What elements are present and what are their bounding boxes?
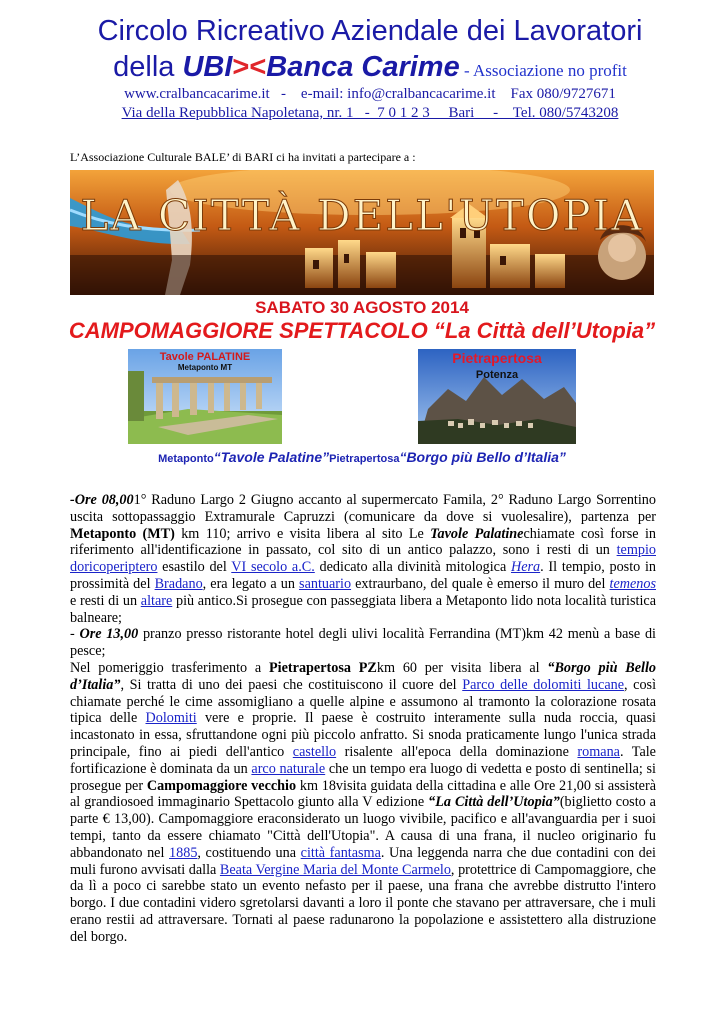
header-title-line1: Circolo Ricreativo Aziendale dei Lavoratori	[97, 15, 643, 47]
wiki-link[interactable]: Bradano	[154, 575, 203, 592]
banner-logo-text: LA CITTÀ DELL'UTOPIA	[80, 191, 644, 240]
banca-carime-wordmark: Banca Carime	[266, 51, 460, 83]
photo1-title: Tavole PALATINE	[159, 351, 251, 363]
photo-pietrapertosa	[418, 349, 576, 444]
text-run: . Una leggenda narra che due contadini con dei muli furono avvisati dalla	[70, 844, 656, 878]
wiki-link[interactable]: VI secolo a.C.	[231, 559, 315, 576]
text-run: Tavole Palatine	[430, 525, 524, 542]
text-run: vere e proprie. Il paese è costruito interamente sulla nuda roccia, quasi incastonato in essa, sfruttandone ogni più piccolo anfratto. Si snoda praticamente lungo l'unica strada principale, fino ai piedi dell'antico	[70, 710, 656, 760]
text-run: km 18visita guidata della cittadina e alle Ore 21,00 si assisterà al grandiosoed immaginario Spettacolo giunto alla V edizione	[70, 777, 656, 811]
separator-glyph: ><	[232, 51, 267, 83]
intro-text: L’Associazione Culturale BALE’ di BARI ci ha invitati a partecipare a :	[70, 150, 416, 164]
wiki-link[interactable]: castello	[292, 743, 337, 760]
wiki-link[interactable]: arco naturale	[251, 760, 326, 777]
text-run: e resti di un	[70, 592, 141, 609]
text-run: risalente all'epoca della dominazione	[336, 743, 578, 760]
text-run: Ore 13,00	[79, 626, 139, 643]
text-run: , Si tratta di uno dei paesi che costituiscono il cuore del	[120, 676, 463, 693]
text-run: . Il tempio, posto in prossimità del	[70, 559, 656, 592]
text-run: , così chiamate perché le cime assomigliano a quelle alpine e assumono al tramonto la colorazione rosata tipica delle	[70, 676, 657, 727]
text-run: chiamate così forse in riferimento all'identificazione in passato, col sito di un antico palazzo, sono i resti di un	[70, 525, 656, 559]
text-run: extraurbano, del quale è emerso il muro del	[351, 575, 610, 592]
photo-captions	[0, 449, 724, 467]
text-run: . Tale fortificazione è dominata da un	[70, 743, 656, 777]
text-run: km 110; arrivo e visita libera al sito Le	[174, 525, 431, 542]
initial-c: C	[97, 15, 119, 47]
text-run: , costituendo una	[197, 844, 301, 861]
photo1-subtitle: Metaponto MT	[177, 363, 233, 372]
wiki-link[interactable]: Hera	[510, 559, 541, 576]
wiki-link[interactable]: Beata Vergine Maria del Monte Carmelo	[219, 861, 451, 878]
wiki-link[interactable]: tempio doricoperiptero	[70, 542, 656, 576]
text-run: “La Città dell’Utopia”	[428, 794, 560, 811]
wiki-link[interactable]: città fantasma	[300, 844, 381, 861]
text-run: -Ore 08,00	[70, 492, 134, 508]
caption-name1: “Tavole Palatine”	[213, 449, 330, 465]
event-banner	[70, 170, 654, 295]
banner-image	[70, 170, 654, 295]
text-run: -	[70, 626, 80, 643]
text-run: km 60 per visita libera al	[376, 659, 548, 676]
itinerary-paragraph-lunch	[70, 626, 656, 660]
wiki-link[interactable]: santuario	[299, 575, 352, 592]
text-run: Pietrapertosa PZ	[269, 659, 377, 676]
ubi-wordmark: UBI	[182, 51, 233, 83]
photo-tavole-palatine	[128, 349, 282, 444]
event-date: SABATO 30 AGOSTO 2014	[255, 298, 469, 317]
text-run: pranzo presso ristorante hotel degli ulivi località Ferrandina (MT)km 42 menù a base di pesce;	[70, 626, 656, 660]
initial-l: L	[513, 15, 530, 47]
header-contacts: www.cralbancacarime.it - e-mail: info@cralbancacarime.it Fax 080/9727671	[124, 86, 616, 102]
itinerary-text	[70, 492, 656, 946]
text-run: Nel pomeriggio trasferimento a	[70, 659, 270, 676]
wiki-link[interactable]: Parco delle dolomiti lucane	[462, 676, 625, 693]
itinerary-paragraph-morning	[70, 492, 656, 626]
caption-place2: Pietrapertosa	[329, 453, 400, 465]
text-run: , protettrice di Campomaggiore, che da lì a poco ci sarebbe stato un evento nefasto per il paese, una frana che avrebbe distrutto l'intero borgo. I due contadini videro sgretolarsi davanti a loro il ponte che stavano per attraversare, che i muli erano restii ad attraversare. Tornati al paese radunarono la popolazione e assistettero alla distruzione del borgo.	[70, 861, 656, 945]
text-run: Campomaggiore vecchio	[146, 777, 297, 794]
wiki-link[interactable]: Dolomiti	[145, 710, 197, 727]
text-run: , era legato a un	[202, 575, 300, 592]
initial-r: R	[195, 15, 217, 47]
text-run: Metaponto (MT)	[70, 525, 175, 542]
text-run: che un tempo era luogo di vedetta e posto di sentinella; si prosegue per	[70, 760, 656, 794]
initial-a: A	[331, 15, 351, 47]
photo2-title: Pietrapertosa	[452, 350, 542, 366]
caption-name2: “Borgo più Bello d’Italia”	[399, 449, 566, 465]
text-run: dedicato alla divinità mitologica	[314, 559, 511, 576]
association-tagline: - Associazione no profit	[459, 61, 627, 80]
text-run: esastilo del	[157, 559, 232, 576]
wiki-link[interactable]: romana	[577, 743, 620, 760]
text-run: (biglietto costo a parte € 13,00). Campomaggiore eraconsiderato un luogo vivibile, pacifico e all'avanguardia per i suoi tempi, tanto da essere chiamato "Città dell'Utopia". A causa di una frana, il nucleo originario fu abbandonato nel	[70, 794, 656, 861]
photo2-subtitle: Potenza	[475, 369, 519, 381]
caption-place1: Metaponto	[158, 453, 214, 465]
header-address: Via della Repubblica Napoletana, nr. 1 - 7 0 1 2 3 Bari - Tel. 080/5743208	[121, 105, 619, 121]
text-run: più antico.Si prosegue con passeggiata libera a Metaponto lido nota località turistica balneare;	[70, 592, 656, 626]
text-run: 1° Raduno Largo 2 Giugno accanto al supermercato Famila, 2° Raduno Largo Sorrentino uscita sottopassaggio Extramurale Capruzzi (comunicare da dove si vuolesalire), partenza per	[70, 492, 656, 525]
wiki-link[interactable]: altare	[140, 592, 173, 609]
text-run: “Borgo più Bello d’Italia”	[70, 659, 656, 693]
wiki-link[interactable]: 1885	[169, 844, 198, 861]
header-title-line2: della UBI><Banca Carime - Associazione no profit	[113, 51, 627, 83]
wiki-link[interactable]: temenos	[609, 575, 656, 592]
itinerary-paragraph-afternoon	[70, 660, 656, 946]
event-title: CAMPOMAGGIORE SPETTACOLO “La Città dell’Utopia”	[68, 318, 656, 343]
